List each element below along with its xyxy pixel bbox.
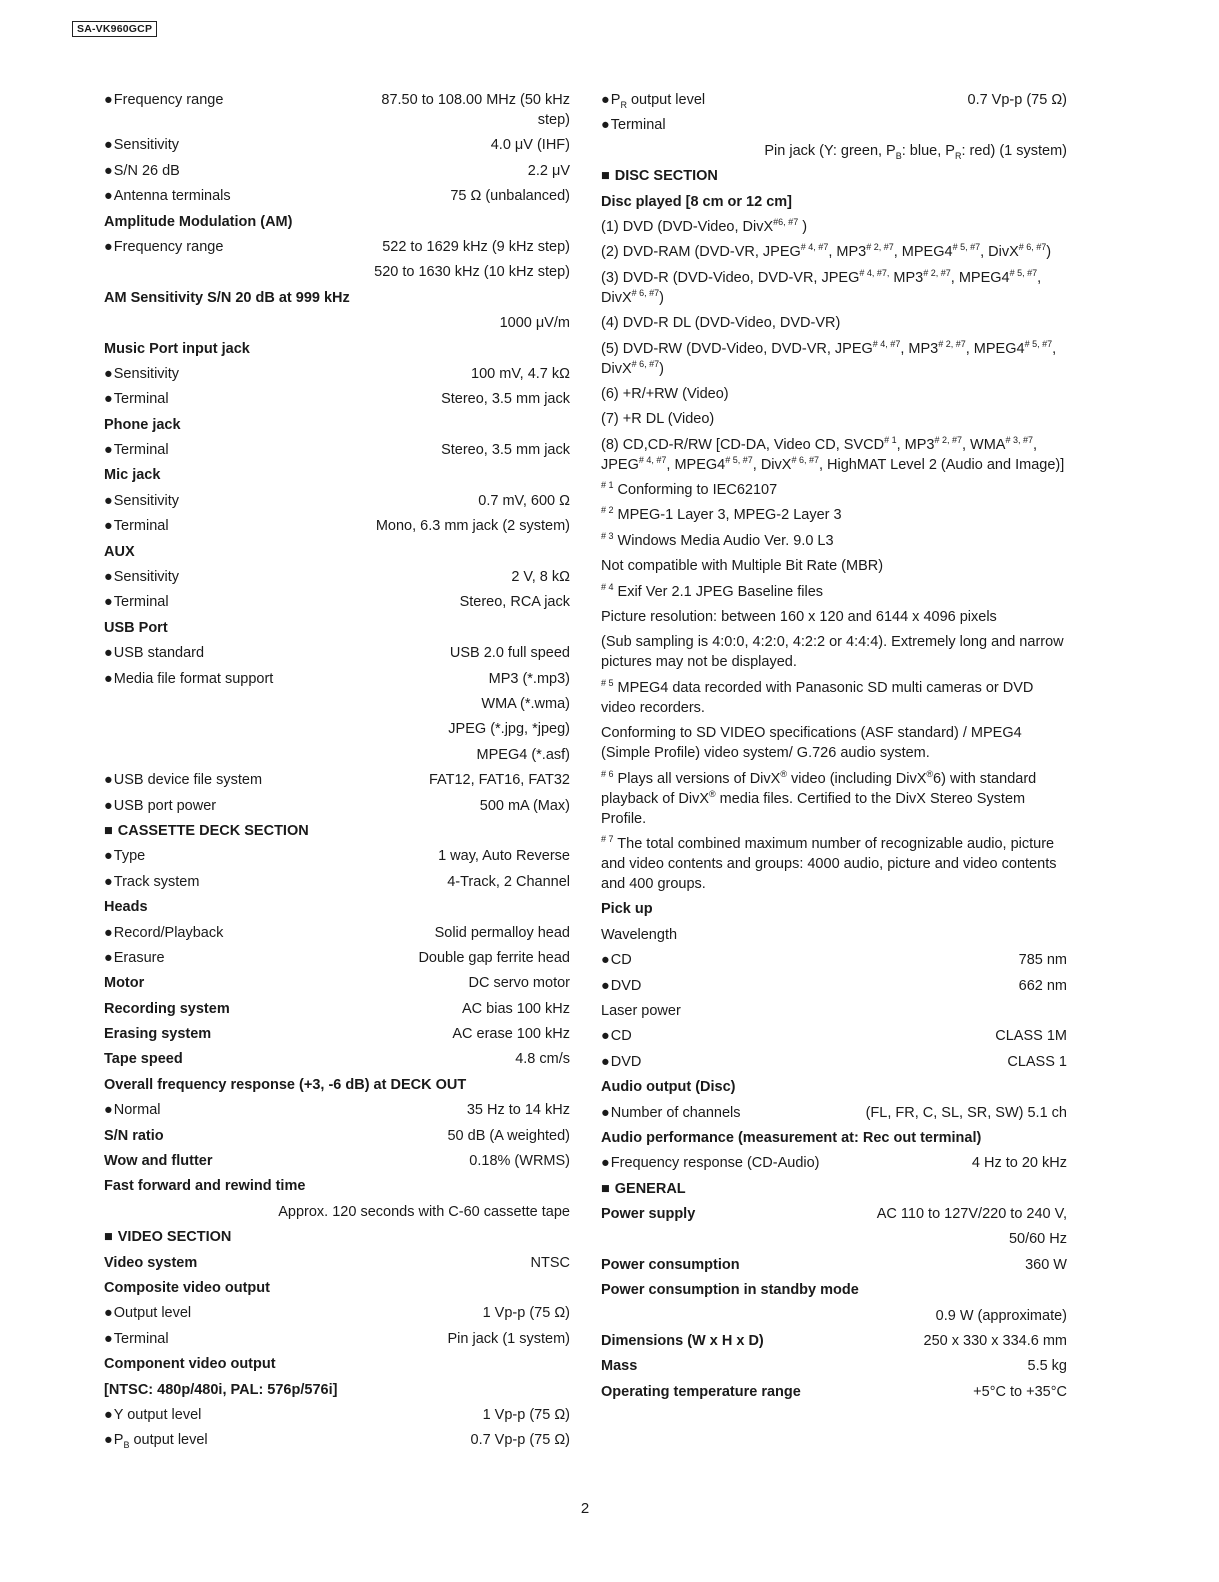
text-part: ) [659,360,664,377]
pr-label-rest: output level [626,92,706,108]
music-terminal-row [104,389,570,409]
erasure-row [104,948,570,968]
page-number: 2 [580,1500,590,1517]
disc-item-8 [601,435,1067,475]
disc-item-2 [601,242,1067,262]
left-column [104,90,570,1456]
spec-value: 4 Hz to 20 kHz [971,1155,1067,1172]
footnote-mark: # 3 [601,531,614,542]
dimensions-row [601,1331,1067,1351]
spec-value: 785 nm [1018,952,1067,969]
text-part: , MPEG4 [965,340,1025,357]
text-part: , DivX [752,456,792,473]
spec-label: ● Erasure [104,948,165,968]
aux-terminal-row [104,592,570,612]
text-part: (5) DVD-RW (DVD-Video, DVD-VR, JPEG [601,340,873,357]
text-part: : blue, P [901,142,955,159]
spec-value: Double gap ferrite head [418,949,570,966]
spec-label [601,90,705,110]
pb-output-row [104,1430,570,1450]
spec-value: 1 Vp-p (75 Ω) [482,1406,570,1423]
text-part: , MPEG4 [950,269,1010,286]
fm-frequency-row [104,90,570,130]
footnote-ref: # 2, #7 [938,338,966,349]
type-row [104,846,570,866]
component-video-heading: Component video output [104,1356,276,1373]
power-supply-row [601,1204,1067,1224]
laser-power-label: Laser power [601,1002,681,1019]
power-consumption-row [601,1255,1067,1275]
sn-ratio-row [104,1126,570,1146]
component-video-subheading: [NTSC: 480p/480i, PAL: 576p/576i] [104,1381,338,1398]
spec-value: AC erase 100 kHz [452,1026,570,1043]
text-part: , DivX [601,269,1042,306]
text-part: MP3 [889,269,924,286]
pr-output-row [601,90,1067,110]
music-port-heading: Music Port input jack [104,340,250,357]
usb-format-value: MPEG4 (*.asf) [476,746,570,763]
spec-label: Power consumption [601,1256,740,1273]
footnote-text: The total combined maximum number of recognizable audio, picture and video contents and groups: 4000 audio, picture and video contents and 400 groups. [601,835,1057,892]
disc-item-3 [601,268,1067,308]
y-output-row [104,1405,570,1425]
text-part: ) [1046,244,1052,261]
fm-sensitivity-row [104,135,570,155]
footnote-text: Conforming to IEC62107 [613,482,778,499]
footnote-ref: # 6, #7 [1018,242,1047,253]
terminal-value [601,141,1067,161]
footnote-ref: # 2, #7 [934,434,962,445]
footnote-ref: # 4, #7, [859,267,890,278]
subscript: B [895,150,902,161]
am-frequency-row [104,237,570,257]
pr-letter: P [610,92,621,108]
spec-label: ● Antenna terminals [104,186,231,206]
footnote-7 [601,834,1067,894]
footnote-1 [601,480,1067,500]
right-column [601,90,1067,1407]
spec-label: ● Frequency response (CD-Audio) [601,1153,820,1173]
text-part: Pin jack (Y: green, P [764,142,896,159]
fast-forward-heading: Fast forward and rewind time [104,1178,306,1195]
footnote-mark: # 6 [601,768,614,779]
footnote-ref: # 4, #7 [872,338,901,349]
spec-label: ● Terminal [104,440,169,460]
phone-terminal-row [104,440,570,460]
spec-label: ● Sensitivity [104,567,179,587]
spec-value: 360 W [1025,1256,1067,1273]
power-supply-value-2: 50/60 Hz [1008,1231,1067,1248]
footnote-text: media files. Certified to the DivX Stereo System Profile. [601,790,1026,827]
footnote-mark: # 7 [601,834,614,845]
spec-value: Pin jack (1 system) [447,1330,570,1347]
spec-value: Stereo, RCA jack [459,594,570,611]
footnote-text: video (including DivX [786,770,927,787]
mic-jack-heading: Mic jack [104,467,161,484]
spec-label: ● Media file format support [104,669,273,689]
usb-format-row [104,669,570,689]
music-sensitivity-row [104,364,570,384]
footnote-ref: # 5, #7 [1009,267,1038,278]
footnote-text: MPEG-1 Layer 3, MPEG-2 Layer 3 [613,507,842,524]
usb-format-value: JPEG (*.jpg, *jpeg) [448,721,570,738]
footnote-ref: # 2, #7 [866,242,894,253]
footnote-5 [601,678,1067,718]
footnote-ref: # 1 [884,434,897,445]
spec-value: Mono, 6.3 mm jack (2 system) [375,518,570,535]
fast-forward-value: Approx. 120 seconds with C-60 cassette tape [278,1203,570,1220]
overall-frequency-heading: Overall frequency response (+3, -6 dB) at DECK OUT [104,1076,467,1093]
pb-subscript: B [123,1440,130,1451]
standby-value: 0.9 W (approximate) [935,1307,1067,1324]
text-part: ) [659,289,664,306]
pr-subscript: R [620,99,627,110]
footnote-text: Plays all versions of DivX [613,770,781,787]
audio-performance-heading: Audio performance (measurement at: Rec out terminal) [601,1129,982,1146]
text-part: , MP3 [828,244,867,261]
spec-label: ● USB standard [104,643,204,663]
wavelength-cd-row [601,950,1067,970]
spec-label: ● Sensitivity [104,491,179,511]
spec-label: Recording system [104,1000,230,1017]
temperature-row [601,1382,1067,1402]
spec-label: ● USB port power [104,796,216,816]
spec-value: 662 nm [1018,977,1067,994]
spec-label: Video system [104,1254,198,1271]
spec-value: 1 way, Auto Reverse [438,848,570,865]
text-part: , JPEG [601,436,1038,473]
text-part: ) [798,218,808,235]
spec-value: 0.7 Vp-p (75 Ω) [470,1432,570,1449]
footnote-2 [601,505,1067,525]
spec-label: Operating temperature range [601,1383,801,1400]
track-row [104,872,570,892]
spec-label: ● CD [601,1026,632,1046]
footnote-ref: # 5, #7 [1024,338,1053,349]
composite-terminal-row [104,1329,570,1349]
spec-value: 500 mA (Max) [479,797,570,814]
spec-value: AC 110 to 127V/220 to 240 V, [876,1206,1067,1223]
pb-letter: P [113,1432,124,1449]
text-part: , MPEG4 [666,456,726,473]
spec-label: ● USB device file system [104,770,262,790]
spec-label: Erasing system [104,1026,212,1043]
usb-port-heading: USB Port [104,619,168,636]
aux-heading: AUX [104,543,135,560]
tape-speed-row [104,1049,570,1069]
footnote-text: MPEG4 data recorded with Panasonic SD multi cameras or DVD video recorders. [601,679,1034,716]
text-part: , MP3 [896,436,935,453]
disc-item-7: (7) +R DL (Video) [601,411,715,428]
subscript: R [954,150,962,161]
text-part: , WMA [961,436,1006,453]
spec-value: FAT12, FAT16, FAT32 [428,772,570,789]
spec-value: 250 x 330 x 334.6 mm [923,1333,1067,1350]
text-part: : red) (1 system) [961,142,1067,159]
aux-sensitivity-row [104,567,570,587]
spec-value: 87.50 to 108.00 MHz (50 kHz step) [381,92,570,128]
footnote-3 [601,531,1067,551]
spec-value: Stereo, 3.5 mm jack [441,442,570,459]
footnote-mark: # 4 [601,581,614,592]
general-section-heading: ■ GENERAL [601,1179,1067,1199]
spec-value: 2.2 μV [527,162,570,179]
spec-value: MP3 (*.mp3) [488,670,570,687]
spec-label: ● Frequency range [104,90,223,110]
am-sensitivity-value: 1000 μV/m [499,315,570,332]
normal-row [104,1100,570,1120]
spec-value: +5°C to +35°C [973,1383,1067,1400]
terminal-label: ● Terminal [601,115,1067,135]
spec-label: ● Sensitivity [104,364,179,384]
text-part: (8) CD,CD-R/RW [CD-DA, Video CD, SVCD [601,436,885,453]
spec-value: 0.7 Vp-p (75 Ω) [967,92,1067,108]
text-part: (1) DVD (DVD-Video, DivX [601,218,774,235]
usb-standard-row [104,643,570,663]
spec-label: ● Sensitivity [104,135,179,155]
disc-item-1 [601,217,1067,237]
spec-value: CLASS 1 [1007,1053,1067,1070]
spec-value: (FL, FR, C, SL, SR, SW) 5.1 ch [865,1104,1067,1121]
registered-mark: ® [780,768,787,779]
spec-value: NTSC [530,1254,570,1271]
composite-video-heading: Composite video output [104,1279,270,1296]
spec-label: ● S/N 26 dB [104,161,180,181]
am-frequency-value-2: 520 to 1630 kHz (10 kHz step) [374,264,570,281]
footnote-5b: Conforming to SD VIDEO specifications (ASF standard) / MPEG4 (Simple Profile) video system/ G.726 audio system. [601,725,1022,762]
registered-mark: ® [926,768,934,779]
disc-played-heading: Disc played [8 cm or 12 cm] [601,193,792,210]
spec-label: Wow and flutter [104,1153,213,1170]
spec-value: 100 mV, 4.7 kΩ [471,365,570,382]
cassette-section-heading: ■ CASSETTE DECK SECTION [104,821,570,841]
footnote-mark: # 2 [601,505,614,516]
spec-label: ● DVD [601,976,641,996]
record-playback-row [104,923,570,943]
footnote-4b: Picture resolution: between 160 x 120 and 6144 x 4096 pixels [601,609,997,626]
spec-value: 522 to 1629 kHz (9 kHz step) [382,238,570,255]
recording-system-row [104,999,570,1019]
spec-value: 4-Track, 2 Channel [447,873,570,890]
am-sensitivity-heading: AM Sensitivity S/N 20 dB at 999 kHz [104,289,350,306]
spec-label: ● Number of channels [601,1103,741,1123]
spec-label: ● Terminal [104,516,169,536]
footnote-4c: (Sub sampling is 4:0:0, 4:2:0, 4:2:2 or 4:4:4). Extremely long and narrow pictures may not be displayed. [601,634,1064,671]
spec-value: 4.8 cm/s [515,1051,570,1068]
footnote-ref: # 4, #7 [800,242,829,253]
spec-label: ● Frequency range [104,237,223,257]
am-heading: Amplitude Modulation (AM) [104,213,293,230]
wow-flutter-row [104,1151,570,1171]
usb-filesystem-row [104,770,570,790]
spec-label: ● Terminal [104,1329,169,1349]
frequency-response-row [601,1153,1067,1173]
channels-row [601,1103,1067,1123]
footnote-ref: # 6, #7 [791,454,819,465]
footnote-ref: # 5, #7 [952,242,981,253]
spec-label: Tape speed [104,1051,183,1068]
spec-value: CLASS 1M [995,1028,1067,1045]
spec-value: 0.7 mV, 600 Ω [478,492,570,509]
spec-label: ● Terminal [104,389,169,409]
spec-label [104,1430,208,1450]
composite-output-row [104,1303,570,1323]
fm-antenna-row [104,186,570,206]
footnote-text: Exif Ver 2.1 JPEG Baseline files [613,583,824,600]
pickup-heading: Pick up [601,901,653,918]
footnote-3b: Not compatible with Multiple Bit Rate (MBR) [601,558,884,575]
registered-mark: ® [709,788,716,799]
footnote-text: Windows Media Audio Ver. 9.0 L3 [613,532,834,549]
disc-item-5 [601,339,1067,379]
mic-sensitivity-row [104,491,570,511]
text-part: , DivX [980,244,1019,261]
spec-label: Power supply [601,1206,696,1223]
spec-value: AC bias 100 kHz [462,1000,570,1017]
standby-heading: Power consumption in standby mode [601,1282,859,1299]
spec-value: 75 Ω (unbalanced) [450,188,570,205]
spec-label: ● Y output level [104,1405,201,1425]
spec-label: ● Normal [104,1100,161,1120]
spec-label: Motor [104,975,145,992]
footnote-6 [601,769,1067,829]
spec-label: ● Output level [104,1303,191,1323]
erasing-system-row [104,1024,570,1044]
spec-value: USB 2.0 full speed [449,645,570,662]
laser-cd-row [601,1026,1067,1046]
text-part: (3) DVD-R (DVD-Video, DVD-VR, JPEG [601,269,860,286]
spec-value: 0.18% (WRMS) [469,1153,570,1170]
mic-terminal-row [104,516,570,536]
footnote-ref: #6, #7 [773,217,799,228]
text-part: , HighMAT Level 2 (Audio and Image)] [818,456,1065,473]
footnote-ref: # 6, #7 [631,358,660,369]
motor-row [104,973,570,993]
spec-label: S/N ratio [104,1127,164,1144]
disc-section-heading: ■ DISC SECTION [601,166,1067,186]
spec-value: 35 Hz to 14 kHz [466,1102,570,1119]
footnote-mark: # 1 [601,480,614,491]
heads-heading: Heads [104,899,148,916]
spec-value: DC servo motor [468,975,570,992]
disc-item-4: (4) DVD-R DL (DVD-Video, DVD-VR) [601,315,841,332]
spec-label: ● DVD [601,1052,641,1072]
video-system-row [104,1253,570,1273]
footnote-ref: # 6, #7 [631,287,660,298]
spec-value: 2 V, 8 kΩ [511,569,570,586]
spec-label: ● Terminal [104,592,169,612]
pb-label-rest: output level [129,1432,208,1449]
spec-value: Stereo, 3.5 mm jack [441,391,570,408]
footnote-text: 6) with standard playback of DivX [601,770,1037,807]
text-part: (2) DVD-RAM (DVD-VR, JPEG [601,244,801,261]
spec-label: ● Type [104,846,145,866]
laser-dvd-row [601,1052,1067,1072]
spec-value: Solid permalloy head [434,924,570,941]
footnote-mark: # 5 [601,677,614,688]
footnote-ref: # 3, #7 [1005,434,1034,445]
spec-value: 50 dB (A weighted) [447,1127,570,1144]
disc-item-6: (6) +R/+RW (Video) [601,385,729,402]
mass-row [601,1356,1067,1376]
spec-label: ● Track system [104,872,199,892]
text-part: , MPEG4 [893,244,953,261]
spec-label: ● Record/Playback [104,923,223,943]
text-part: , DivX [601,340,1057,377]
wavelength-dvd-row [601,976,1067,996]
text-part: , MP3 [900,340,939,357]
wavelength-label: Wavelength [601,926,678,943]
usb-format-value: WMA (*.wma) [481,695,570,712]
fm-sn-row [104,161,570,181]
audio-output-heading: Audio output (Disc) [601,1079,736,1096]
footnote-ref: # 5, #7 [725,454,753,465]
spec-value: 5.5 kg [1027,1358,1067,1375]
spec-label: ● CD [601,950,632,970]
usb-power-row [104,796,570,816]
phone-jack-heading: Phone jack [104,416,181,433]
footnote-ref: # 4, #7 [638,454,667,465]
footnote-4 [601,582,1067,602]
spec-value: 1 Vp-p (75 Ω) [482,1305,570,1322]
video-section-heading: ■ VIDEO SECTION [104,1227,570,1247]
spec-label: Dimensions (W x H x D) [601,1333,764,1350]
spec-value: 4.0 μV (IHF) [490,137,570,154]
spec-label: Mass [601,1358,638,1375]
footnote-ref: # 2, #7 [923,267,951,278]
model-number-tag: SA-VK960GCP [72,21,157,37]
